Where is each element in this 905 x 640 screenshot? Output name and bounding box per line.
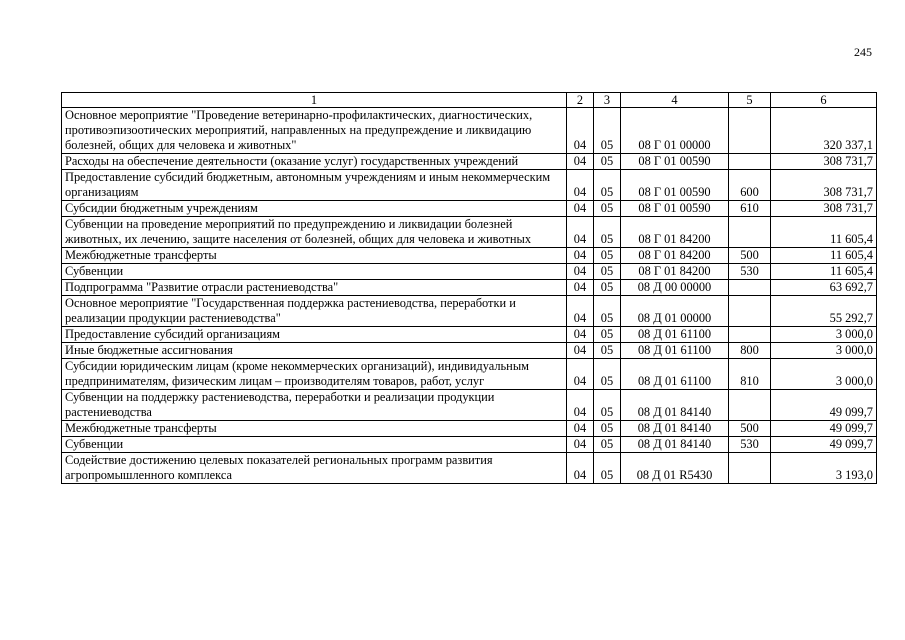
row-section: 04 (567, 201, 594, 217)
row-section: 04 (567, 437, 594, 453)
row-target-item: 08 Г 01 84200 (621, 248, 729, 264)
column-header-subsection: 3 (594, 93, 621, 108)
row-expense-type (729, 217, 771, 248)
table-row (62, 359, 877, 390)
row-target-item: 08 Г 01 00590 (621, 170, 729, 201)
row-section: 04 (567, 327, 594, 343)
table-row (62, 453, 877, 484)
row-name: Межбюджетные трансферты (62, 421, 567, 437)
row-amount: 3 000,0 (771, 343, 877, 359)
row-target-item: 08 Д 01 84140 (621, 421, 729, 437)
row-target-item: 08 Г 01 84200 (621, 264, 729, 280)
row-expense-type (729, 154, 771, 170)
column-header-name: 1 (62, 93, 567, 108)
row-section: 04 (567, 453, 594, 484)
row-amount: 3 000,0 (771, 327, 877, 343)
table-row (62, 154, 877, 170)
row-subsection: 05 (594, 217, 621, 248)
row-expense-type: 530 (729, 437, 771, 453)
row-section: 04 (567, 359, 594, 390)
row-subsection: 05 (594, 343, 621, 359)
row-subsection: 05 (594, 296, 621, 327)
row-amount: 320 337,1 (771, 108, 877, 154)
column-header-amount: 6 (771, 93, 877, 108)
row-name: Субвенции (62, 264, 567, 280)
row-subsection: 05 (594, 201, 621, 217)
row-target-item: 08 Д 01 00000 (621, 296, 729, 327)
row-target-item: 08 Д 01 84140 (621, 390, 729, 421)
row-name: Межбюджетные трансферты (62, 248, 567, 264)
row-amount: 11 605,4 (771, 264, 877, 280)
row-expense-type (729, 327, 771, 343)
table-row (62, 264, 877, 280)
row-amount: 308 731,7 (771, 154, 877, 170)
row-name: Субсидии бюджетным учреждениям (62, 201, 567, 217)
column-header-expense-type: 5 (729, 93, 771, 108)
row-target-item: 08 Д 01 84140 (621, 437, 729, 453)
row-name: Содействие достижению целевых показателей региональных программ развития агропромышленного комплекса (62, 453, 567, 484)
page-number: 245 (854, 45, 872, 59)
row-subsection: 05 (594, 437, 621, 453)
row-name: Субсидии юридическим лицам (кроме некоммерческих организаций), индивидуальным предпринимателям, физическим лицам – производителям товаров, работ, услуг (62, 359, 567, 390)
table-body (62, 108, 877, 484)
table-row (62, 343, 877, 359)
row-subsection: 05 (594, 170, 621, 201)
row-target-item: 08 Г 01 00590 (621, 154, 729, 170)
table-row (62, 421, 877, 437)
row-target-item: 08 Д 01 61100 (621, 359, 729, 390)
row-expense-type: 600 (729, 170, 771, 201)
row-subsection: 05 (594, 280, 621, 296)
row-subsection: 05 (594, 327, 621, 343)
table-row (62, 201, 877, 217)
row-name: Расходы на обеспечение деятельности (оказание услуг) государственных учреждений (62, 154, 567, 170)
table-row (62, 248, 877, 264)
row-section: 04 (567, 170, 594, 201)
row-expense-type: 800 (729, 343, 771, 359)
row-target-item: 08 Г 01 00590 (621, 201, 729, 217)
row-subsection: 05 (594, 453, 621, 484)
row-expense-type: 500 (729, 421, 771, 437)
row-section: 04 (567, 108, 594, 154)
row-section: 04 (567, 421, 594, 437)
table-row (62, 327, 877, 343)
row-expense-type: 610 (729, 201, 771, 217)
row-section: 04 (567, 280, 594, 296)
row-target-item: 08 Д 01 R5430 (621, 453, 729, 484)
row-expense-type (729, 108, 771, 154)
row-amount: 49 099,7 (771, 390, 877, 421)
row-subsection: 05 (594, 154, 621, 170)
table-row (62, 296, 877, 327)
row-section: 04 (567, 343, 594, 359)
row-subsection: 05 (594, 390, 621, 421)
row-expense-type (729, 453, 771, 484)
row-section: 04 (567, 248, 594, 264)
row-section: 04 (567, 296, 594, 327)
row-target-item: 08 Д 00 00000 (621, 280, 729, 296)
row-target-item: 08 Г 01 00000 (621, 108, 729, 154)
table-row (62, 108, 877, 154)
row-amount: 55 292,7 (771, 296, 877, 327)
row-target-item: 08 Д 01 61100 (621, 343, 729, 359)
row-amount: 308 731,7 (771, 201, 877, 217)
row-subsection: 05 (594, 359, 621, 390)
table-row (62, 170, 877, 201)
table-row (62, 437, 877, 453)
row-expense-type (729, 280, 771, 296)
row-amount: 49 099,7 (771, 421, 877, 437)
row-amount: 3 193,0 (771, 453, 877, 484)
row-amount: 11 605,4 (771, 248, 877, 264)
row-target-item: 08 Г 01 84200 (621, 217, 729, 248)
column-header-section: 2 (567, 93, 594, 108)
budget-table (61, 92, 877, 484)
row-section: 04 (567, 217, 594, 248)
row-name: Иные бюджетные ассигнования (62, 343, 567, 359)
row-expense-type (729, 390, 771, 421)
row-expense-type (729, 296, 771, 327)
row-expense-type: 810 (729, 359, 771, 390)
row-name: Предоставление субсидий бюджетным, автономным учреждениям и иным некоммерческим организациям (62, 170, 567, 201)
row-name: Субвенции (62, 437, 567, 453)
row-name: Предоставление субсидий организациям (62, 327, 567, 343)
column-header-target-item: 4 (621, 93, 729, 108)
row-expense-type: 500 (729, 248, 771, 264)
row-amount: 11 605,4 (771, 217, 877, 248)
row-subsection: 05 (594, 248, 621, 264)
row-subsection: 05 (594, 264, 621, 280)
row-name: Основное мероприятие "Проведение ветеринарно-профилактических, диагностических, противоэпизоотических мероприятий, направленных на предупреждение и ликвидацию болезней, общих для человека и животных" (62, 108, 567, 154)
row-section: 04 (567, 264, 594, 280)
row-amount: 63 692,7 (771, 280, 877, 296)
row-amount: 49 099,7 (771, 437, 877, 453)
table-row (62, 280, 877, 296)
row-amount: 308 731,7 (771, 170, 877, 201)
row-name: Субвенции на поддержку растениеводства, переработки и реализации продукции растениеводства (62, 390, 567, 421)
row-section: 04 (567, 390, 594, 421)
row-target-item: 08 Д 01 61100 (621, 327, 729, 343)
row-amount: 3 000,0 (771, 359, 877, 390)
header-row (62, 93, 877, 108)
row-subsection: 05 (594, 421, 621, 437)
row-name: Основное мероприятие "Государственная поддержка растениеводства, переработки и реализации продукции растениеводства" (62, 296, 567, 327)
table-row (62, 390, 877, 421)
row-name: Субвенции на проведение мероприятий по предупреждению и ликвидации болезней животных, их лечению, защите населения от болезней, общих для человека и животных (62, 217, 567, 248)
table-row (62, 217, 877, 248)
row-name: Подпрограмма "Развитие отрасли растениеводства" (62, 280, 567, 296)
row-section: 04 (567, 154, 594, 170)
row-expense-type: 530 (729, 264, 771, 280)
row-subsection: 05 (594, 108, 621, 154)
